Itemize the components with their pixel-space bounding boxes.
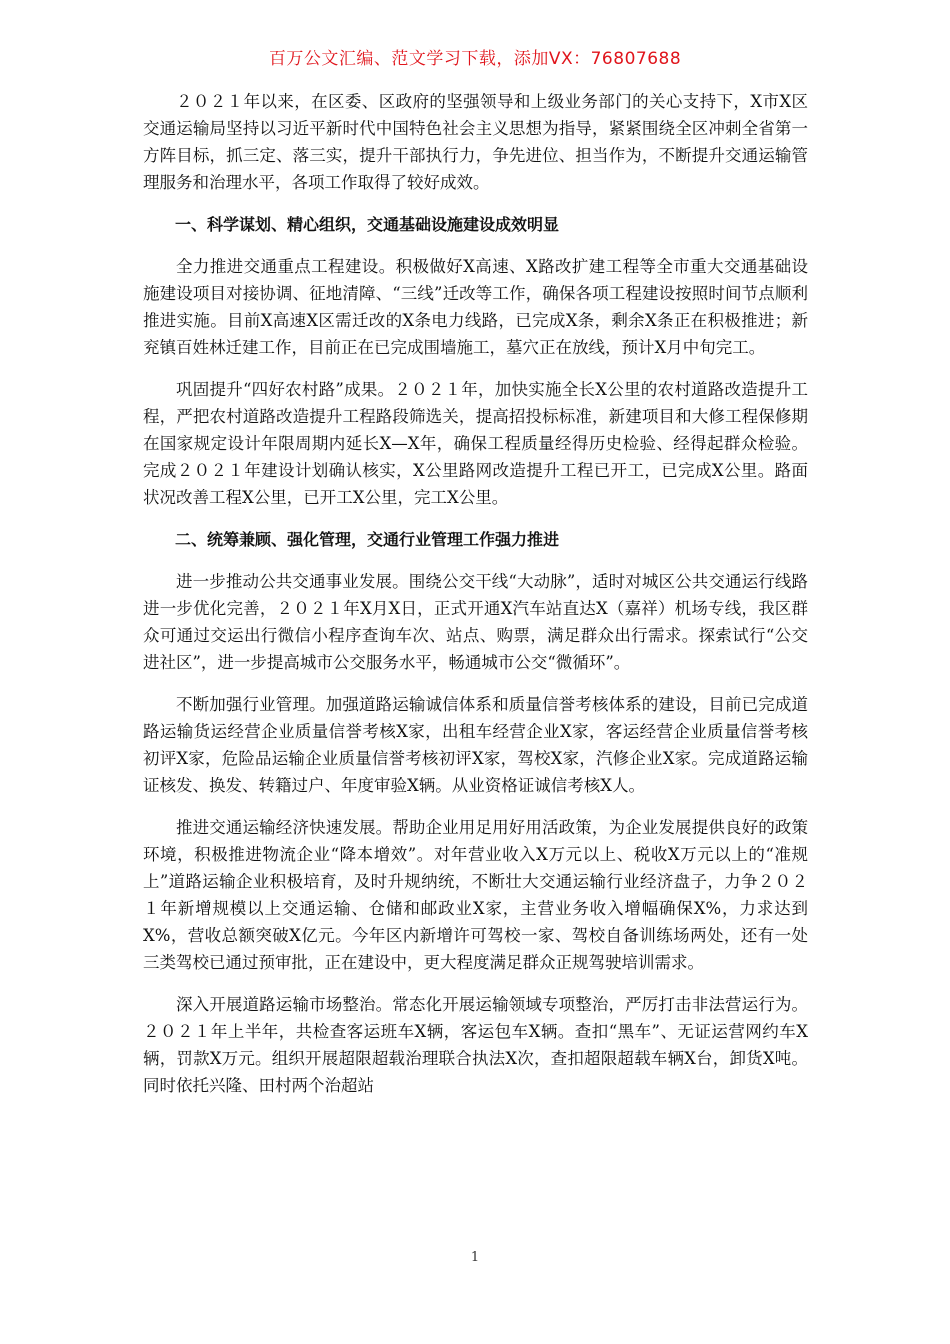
- document-body: [143, 88, 808, 1114]
- page-number: 1: [470, 1250, 480, 1265]
- paragraph: 不断加强行业管理。加强道路运输诚信体系和质量信誉考核体系的建设，目前已完成道路运输货运经营企业质量信誉考核X家，出租车经营企业X家，客运经营企业质量信誉考核初评X家，危险品运输企业质量信誉考核初评X家，驾校X家，汽修企业X家。完成道路运输证核发、换发、转籍过户、年度审验X辆。从业资格证诚信考核X人。: [143, 695, 808, 795]
- paragraph: 巩固提升“四好农村路”成果。２０２１年，加快实施全长X公里的农村道路改造提升工程，严把农村道路改造提升工程路段筛选关，提高招投标标准，新建项目和大修工程保修期在国家规定设计年限周期内延长X—X年，确保工程质量经得历史检验、经得起群众检验。完成２０２１年建设计划确认核实，X公里路网改造提升工程已开工，已完成X公里。路面状况改善工程X公里，已开工X公里，完工X公里。: [143, 380, 808, 507]
- section-heading-2: 二、统筹兼顾、强化管理，交通行业管理工作强力推进: [175, 530, 560, 549]
- header-banner: 百万公文汇编、范文学习下载，添加VX：76807688: [268, 49, 682, 69]
- section-heading-1: 一、科学谋划、精心组织，交通基础设施建设成效明显: [175, 215, 560, 234]
- paragraph: 进一步推动公共交通事业发展。围绕公交干线“大动脉”，适时对城区公共交通运行线路进一步优化完善，２０２１年X月X日，正式开通X汽车站直达X（嘉祥）机场专线，我区群众可通过交运出行微信小程序查询车次、站点、购票，满足群众出行需求。探索试行“公交进社区”，进一步提高城市公交服务水平，畅通城市公交“微循环”。: [143, 572, 808, 672]
- paragraph: 全力推进交通重点工程建设。积极做好X高速、X路改扩建工程等全市重大交通基础设施建设项目对接协调、征地清障、“三线”迁改等工作，确保各项工程建设按照时间节点顺利推进实施。目前X高速X区需迁改的X条电力线路，已完成X条，剩余X条正在积极推进；新兖镇百姓林迁建工作，目前正在已完成围墙施工，墓穴正在放线，预计X月中旬完工。: [143, 257, 808, 357]
- paragraph: 推进交通运输经济快速发展。帮助企业用足用好用活政策，为企业发展提供良好的政策环境，积极推进物流企业“降本增效”。对年营业收入X万元以上、税收X万元以上的“准规上”道路运输企业积极培育，及时升规纳统，不断壮大交通运输行业经济盘子，力争２０２１年新增规模以上交通运输、仓储和邮政业X家，主营业务收入增幅确保X%，力求达到X%，营收总额突破X亿元。今年区内新增许可驾校一家、驾校自备训练场两处，还有一处三类驾校已通过预审批，正在建设中，更大程度满足群众正规驾驶培训需求。: [143, 818, 808, 972]
- intro-paragraph: ２０２１年以来，在区委、区政府的坚强领导和上级业务部门的关心支持下，X市X区交通运输局坚持以习近平新时代中国特色社会主义思想为指导，紧紧围绕全区冲刺全省第一方阵目标，抓三定、落三实，提升干部执行力，争先进位、担当作为，不断提升交通运输管理服务和治理水平，各项工作取得了较好成效。: [143, 92, 808, 192]
- paragraph: 深入开展道路运输市场整治。常态化开展运输领域专项整治，严厉打击非法营运行为。２０２１年上半年，共检查客运班车X辆，客运包车X辆。查扣“黑车”、无证运营网约车X辆，罚款X万元。组织开展超限超载治理联合执法X次，查扣超限超载车辆X台，卸货X吨。同时依托兴隆、田村两个治超站: [143, 995, 808, 1095]
